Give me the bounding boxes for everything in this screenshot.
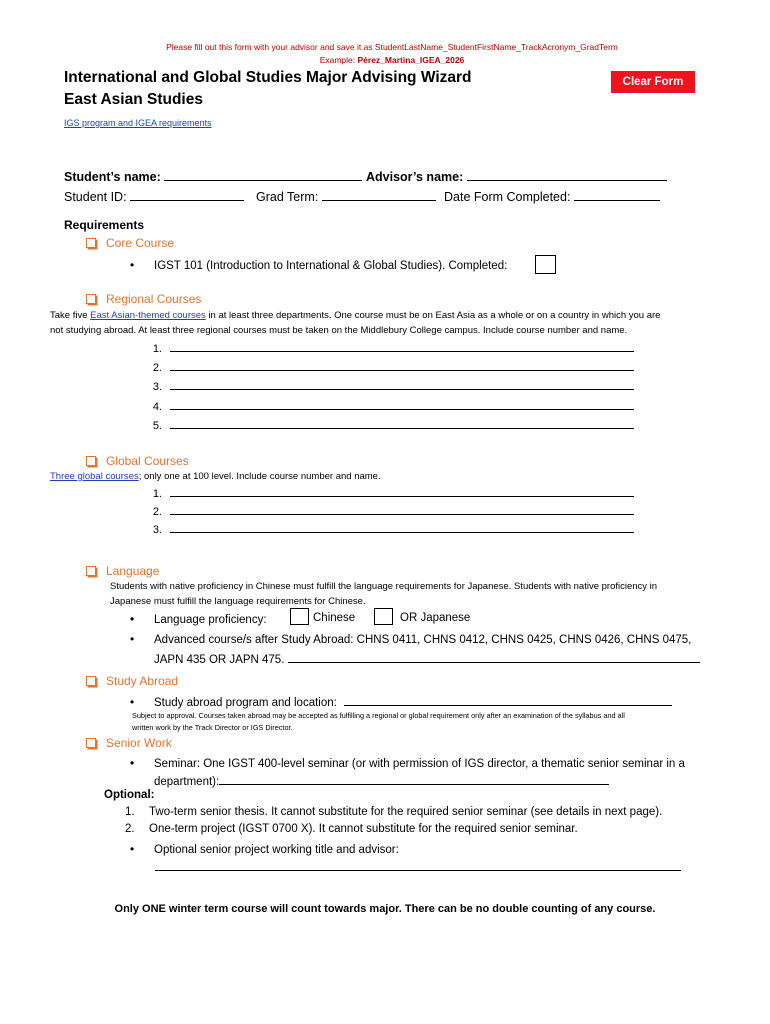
bullet-icon: • (130, 756, 135, 770)
regional-text-pre: Take five (50, 310, 91, 321)
clear-form-button[interactable]: Clear Form (611, 71, 695, 93)
bullet-icon: • (130, 632, 135, 646)
regional-course-row (140, 379, 634, 393)
core-completed-checkbox[interactable] (535, 255, 556, 274)
regional-courses-label: Regional Courses (106, 292, 202, 306)
grad-term-label: Grad Term: (256, 190, 319, 204)
bullet-icon: • (130, 842, 135, 856)
global-courses-label: Global Courses (106, 454, 189, 468)
optional-text-1: Two-term senior thesis. It cannot substitute for the required senior seminar (see details in next page). (149, 806, 663, 818)
core-course-heading (86, 236, 174, 250)
senior-project-input[interactable] (155, 868, 681, 871)
study-abroad-input[interactable] (344, 694, 672, 706)
seminar-line2 (154, 773, 609, 788)
checkbox-bullet-icon (86, 738, 96, 748)
row-number: 1. (152, 488, 162, 500)
advanced-course-text: Advanced course/s after Study Abroad: CHNS 0411, CHNS 0412, CHNS 0425, CHNS 0426, CHNS 0475, (154, 634, 692, 646)
chinese-option-label: Chinese (313, 612, 356, 624)
row-number: 4. (152, 401, 162, 413)
student-id-field (64, 189, 244, 204)
global-course-row (140, 522, 634, 536)
chinese-checkbox[interactable] (290, 608, 309, 625)
regional-course-row (140, 399, 634, 413)
regional-course-row (140, 360, 634, 374)
optional-num-2: 2. (125, 823, 135, 835)
seminar-text-2: department): (154, 776, 220, 788)
regional-course-3-input[interactable] (170, 379, 634, 390)
seminar-text: Seminar: One IGST 400-level seminar (or with permission of IGS director, a thematic senior seminar in a (154, 758, 685, 770)
advanced-course-input[interactable] (288, 651, 700, 663)
senior-work-heading (86, 736, 172, 750)
advanced-course-line2 (154, 651, 700, 666)
bullet-icon: • (130, 258, 135, 272)
global-courses-heading (86, 454, 189, 468)
row-number: 2. (152, 506, 162, 518)
filename-example (0, 55, 770, 65)
core-course-label: Core Course (106, 236, 175, 250)
advanced-course-text-2: JAPN 435 OR JAPN 475. (154, 654, 285, 666)
core-course-item (130, 258, 507, 272)
japanese-checkbox[interactable] (374, 608, 393, 625)
student-id-label: Student ID: (64, 190, 127, 204)
requirements-heading: Requirements (64, 218, 145, 232)
date-completed-label: Date Form Completed: (444, 190, 571, 204)
student-name-field (64, 169, 362, 184)
grad-term-input[interactable] (322, 189, 436, 201)
grad-term-field (256, 189, 436, 204)
global-courses-link[interactable]: Three global courses (50, 471, 139, 482)
global-course-row (140, 486, 634, 500)
study-abroad-text: Study abroad program and location: (154, 697, 337, 709)
language-proficiency-item (130, 612, 267, 626)
global-course-row (140, 504, 634, 518)
bullet-icon: • (130, 612, 135, 626)
language-label: Language (106, 564, 160, 578)
regional-course-row (140, 341, 634, 355)
optional-item-1 (125, 806, 662, 818)
global-course-3-input[interactable] (170, 522, 634, 533)
regional-text-line2: not studying abroad. At least three regional courses must be taken on the Middlebury College campus. Include course number and name. (50, 325, 628, 336)
advisor-name-input[interactable] (467, 169, 667, 181)
senior-work-label: Senior Work (106, 736, 172, 750)
footer-note: Only ONE winter term course will count towards major. There can be no double counting of any course. (114, 903, 656, 915)
student-name-label: Student’s name: (64, 170, 161, 184)
global-course-1-input[interactable] (170, 486, 634, 497)
row-number: 3. (152, 524, 162, 536)
example-label: Example: (319, 55, 358, 65)
optional-item-2 (125, 823, 578, 835)
study-abroad-note-line2: written work by the Track Director or IGS Director. (132, 723, 293, 732)
seminar-input[interactable] (219, 773, 609, 785)
japanese-option-label: OR Japanese (400, 612, 471, 624)
regional-course-5-input[interactable] (170, 418, 634, 429)
language-text-line1: Students with native proficiency in Chinese must fulfill the language requirements for Japanese. Students with native proficiency in (110, 581, 658, 592)
regional-courses-heading (86, 292, 201, 306)
checkbox-bullet-icon (86, 456, 96, 466)
language-description (110, 579, 750, 609)
student-name-input[interactable] (164, 169, 362, 181)
advisor-name-label: Advisor’s name: (366, 170, 464, 184)
optional-item-3 (130, 842, 399, 856)
regional-course-2-input[interactable] (170, 360, 634, 371)
requirements-link[interactable]: IGS program and IGEA requirements (64, 118, 212, 128)
row-number: 2. (152, 362, 162, 374)
optional-num-1: 1. (125, 806, 135, 818)
student-id-input[interactable] (130, 189, 244, 201)
regional-description (50, 308, 750, 338)
filename-instruction: Please fill out this form with your advisor and save it as StudentLastName_StudentFirstName_TrackAcronym_GradTerm (166, 42, 618, 52)
language-text-line2: Japanese must fulfill the language requirements for Chinese. (110, 596, 366, 607)
core-course-text: IGST 101 (Introduction to International & Global Studies). Completed: (154, 260, 508, 272)
global-text-post: ; only one at 100 level. Include course number and name. (138, 471, 381, 482)
global-description (50, 469, 381, 484)
study-abroad-note (132, 710, 732, 734)
regional-course-4-input[interactable] (170, 399, 634, 410)
row-number: 5. (152, 420, 162, 432)
advanced-course-item (130, 632, 691, 646)
row-number: 3. (152, 381, 162, 393)
page-title: International and Global Studies Major Advising Wizard (64, 69, 472, 86)
regional-course-1-input[interactable] (170, 341, 634, 352)
checkbox-bullet-icon (86, 238, 96, 248)
page-subtitle: East Asian Studies (64, 91, 203, 108)
seminar-item (130, 756, 685, 770)
checkbox-bullet-icon (86, 566, 96, 576)
bullet-icon: • (130, 695, 135, 709)
date-completed-field (444, 189, 660, 204)
study-abroad-label: Study Abroad (106, 674, 179, 688)
optional-text-3: Optional senior project working title and advisor: (154, 844, 399, 856)
checkbox-bullet-icon (86, 294, 96, 304)
study-abroad-heading (86, 674, 178, 688)
checkbox-bullet-icon (86, 676, 96, 686)
global-course-2-input[interactable] (170, 504, 634, 515)
study-abroad-item (130, 694, 672, 709)
language-heading (86, 564, 159, 578)
east-asian-courses-link[interactable]: East Asian-themed courses (90, 310, 206, 321)
optional-text-2: One-term project (IGST 0700 X). It cannot substitute for the required senior seminar. (149, 823, 578, 835)
row-number: 1. (152, 343, 162, 355)
advisor-name-field (366, 169, 667, 184)
optional-label: Optional: (104, 789, 155, 801)
regional-text-post: in at least three departments. One course must be on East Asia as a whole or on a country in which you are (205, 310, 661, 321)
regional-course-row (140, 418, 634, 432)
date-completed-input[interactable] (574, 189, 660, 201)
study-abroad-note-line1: Subject to approval. Courses taken abroad may be accepted as fulfilling a regional or global requirement only after an examination of the syllabus and all (132, 711, 625, 720)
language-proficiency-label: Language proficiency: (154, 614, 267, 626)
example-value: Pérez_Martina_IGEA_2026 (357, 55, 465, 65)
